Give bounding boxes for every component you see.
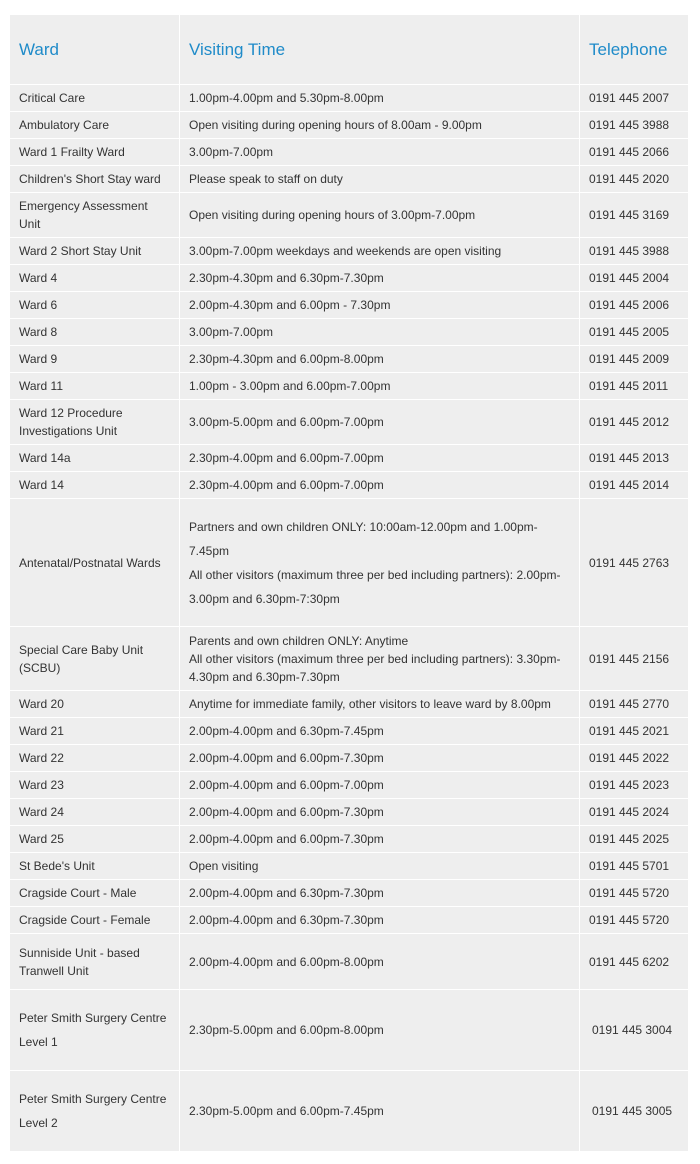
visiting-time-cell: 3.00pm-7.00pm [180, 319, 580, 346]
telephone-cell: 0191 445 2006 [580, 292, 689, 319]
telephone-cell: 0191 445 2066 [580, 139, 689, 166]
telephone-cell: 0191 445 5720 [580, 880, 689, 907]
column-header-visiting-time: Visiting Time [180, 15, 580, 85]
table-row [10, 853, 689, 880]
telephone-cell: 0191 445 3004 [580, 990, 689, 1071]
visiting-times-table-wrapper [9, 14, 688, 1152]
table-row [10, 880, 689, 907]
visiting-time-cell: 2.30pm-5.00pm and 6.00pm-8.00pm [180, 990, 580, 1071]
visiting-time-cell: 3.00pm-7.00pm weekdays and weekends are open visiting [180, 238, 580, 265]
ward-cell: Ward 24 [10, 799, 180, 826]
ward-cell: Ward 11 [10, 373, 180, 400]
ward-cell: Ambulatory Care [10, 112, 180, 139]
visiting-time-cell [180, 627, 580, 691]
visiting-time-cell: 2.30pm-4.00pm and 6.00pm-7.00pm [180, 445, 580, 472]
visiting-time-line: Partners and own children ONLY: 10:00am-12.00pm and 1.00pm-7.45pm [189, 519, 538, 558]
table-row [10, 112, 689, 139]
telephone-cell: 0191 445 2021 [580, 718, 689, 745]
telephone-cell: 0191 445 2009 [580, 346, 689, 373]
table-row [10, 772, 689, 799]
visiting-time-cell: Anytime for immediate family, other visitors to leave ward by 8.00pm [180, 691, 580, 718]
ward-cell: Critical Care [10, 85, 180, 112]
telephone-cell: 0191 445 2023 [580, 772, 689, 799]
table-row [10, 319, 689, 346]
visiting-time-cell [180, 499, 580, 627]
table-row [10, 907, 689, 934]
visiting-time-line: Parents and own children ONLY: Anytime [189, 633, 409, 648]
telephone-cell: 0191 445 5720 [580, 907, 689, 934]
visiting-time-cell: 2.00pm-4.00pm and 6.30pm-7.45pm [180, 718, 580, 745]
ward-cell: Sunniside Unit - based Tranwell Unit [10, 934, 180, 990]
ward-cell: Cragside Court - Female [10, 907, 180, 934]
ward-cell: Ward 2 Short Stay Unit [10, 238, 180, 265]
table-row [10, 799, 689, 826]
telephone-cell: 0191 445 2012 [580, 400, 689, 445]
table-row [10, 238, 689, 265]
table-row [10, 400, 689, 445]
table-row [10, 346, 689, 373]
telephone-cell: 0191 445 2007 [580, 85, 689, 112]
telephone-cell: 0191 445 2005 [580, 319, 689, 346]
visiting-time-cell: 2.00pm-4.00pm and 6.00pm-7.00pm [180, 772, 580, 799]
table-row [10, 499, 689, 627]
column-header-telephone: Telephone [580, 15, 689, 85]
ward-cell: Ward 12 Procedure Investigations Unit [10, 400, 180, 445]
visiting-time-line: All other visitors (maximum three per bed including partners): 3.30pm-4.30pm and 6.30pm-7.30pm [189, 651, 561, 684]
telephone-cell: 0191 445 2025 [580, 826, 689, 853]
telephone-cell: 0191 445 2770 [580, 691, 689, 718]
ward-cell: Special Care Baby Unit (SCBU) [10, 627, 180, 691]
visiting-time-cell: 2.30pm-4.30pm and 6.00pm-8.00pm [180, 346, 580, 373]
telephone-cell: 0191 445 3988 [580, 238, 689, 265]
visiting-time-cell: 2.30pm-4.30pm and 6.30pm-7.30pm [180, 265, 580, 292]
table-row [10, 718, 689, 745]
table-row [10, 373, 689, 400]
ward-cell: Antenatal/Postnatal Wards [10, 499, 180, 627]
telephone-cell: 0191 445 2024 [580, 799, 689, 826]
ward-cell: Ward 23 [10, 772, 180, 799]
table-row [10, 691, 689, 718]
table-row [10, 990, 689, 1071]
table-row [10, 139, 689, 166]
table-row [10, 265, 689, 292]
ward-cell: Ward 6 [10, 292, 180, 319]
visiting-time-cell: 1.00pm - 3.00pm and 6.00pm-7.00pm [180, 373, 580, 400]
visiting-time-cell: Please speak to staff on duty [180, 166, 580, 193]
visiting-time-line: All other visitors (maximum three per bed including partners): 2.00pm-3.00pm and 6.30pm-7:30pm [189, 567, 561, 606]
table-row [10, 826, 689, 853]
ward-cell: Cragside Court - Male [10, 880, 180, 907]
telephone-cell: 0191 445 3005 [580, 1071, 689, 1152]
table-header-row [10, 15, 689, 85]
telephone-cell: 0191 445 2011 [580, 373, 689, 400]
telephone-cell: 0191 445 2763 [580, 499, 689, 627]
ward-cell: Peter Smith Surgery Centre Level 1 [10, 990, 180, 1071]
visiting-time-cell: 2.30pm-5.00pm and 6.00pm-7.45pm [180, 1071, 580, 1152]
ward-cell: Peter Smith Surgery Centre Level 2 [10, 1071, 180, 1152]
telephone-cell: 0191 445 2013 [580, 445, 689, 472]
table-row [10, 292, 689, 319]
visiting-time-cell: 3.00pm-5.00pm and 6.00pm-7.00pm [180, 400, 580, 445]
table-row [10, 166, 689, 193]
visiting-time-cell: Open visiting [180, 853, 580, 880]
ward-cell: Children's Short Stay ward [10, 166, 180, 193]
visiting-time-cell: 2.00pm-4.00pm and 6.30pm-7.30pm [180, 880, 580, 907]
table-row [10, 934, 689, 990]
visiting-time-cell: 1.00pm-4.00pm and 5.30pm-8.00pm [180, 85, 580, 112]
telephone-cell: 0191 445 2014 [580, 472, 689, 499]
column-header-ward: Ward [10, 15, 180, 85]
ward-cell: Ward 25 [10, 826, 180, 853]
table-row [10, 445, 689, 472]
ward-cell: Ward 14a [10, 445, 180, 472]
ward-cell: Ward 21 [10, 718, 180, 745]
visiting-time-cell: 2.00pm-4.00pm and 6.00pm-7.30pm [180, 745, 580, 772]
telephone-cell: 0191 445 2156 [580, 627, 689, 691]
ward-cell: Ward 1 Frailty Ward [10, 139, 180, 166]
telephone-cell: 0191 445 3988 [580, 112, 689, 139]
telephone-cell: 0191 445 6202 [580, 934, 689, 990]
table-row [10, 745, 689, 772]
ward-cell: Ward 8 [10, 319, 180, 346]
visiting-time-cell: Open visiting during opening hours of 3.00pm-7.00pm [180, 193, 580, 238]
table-row [10, 1071, 689, 1152]
visiting-time-cell: 2.00pm-4.30pm and 6.00pm - 7.30pm [180, 292, 580, 319]
telephone-cell: 0191 445 5701 [580, 853, 689, 880]
ward-cell: St Bede's Unit [10, 853, 180, 880]
visiting-time-cell: 2.00pm-4.00pm and 6.30pm-7.30pm [180, 907, 580, 934]
visiting-time-cell: 2.00pm-4.00pm and 6.00pm-7.30pm [180, 799, 580, 826]
table-row [10, 472, 689, 499]
ward-cell: Ward 20 [10, 691, 180, 718]
ward-cell: Ward 22 [10, 745, 180, 772]
table-row [10, 85, 689, 112]
telephone-cell: 0191 445 2004 [580, 265, 689, 292]
visiting-time-cell: 2.30pm-4.00pm and 6.00pm-7.00pm [180, 472, 580, 499]
table-row [10, 627, 689, 691]
telephone-cell: 0191 445 2022 [580, 745, 689, 772]
ward-cell: Emergency Assessment Unit [10, 193, 180, 238]
ward-cell: Ward 9 [10, 346, 180, 373]
visiting-time-cell: Open visiting during opening hours of 8.00am - 9.00pm [180, 112, 580, 139]
ward-cell: Ward 14 [10, 472, 180, 499]
telephone-cell: 0191 445 3169 [580, 193, 689, 238]
telephone-cell: 0191 445 2020 [580, 166, 689, 193]
visiting-time-cell: 2.00pm-4.00pm and 6.00pm-7.30pm [180, 826, 580, 853]
ward-cell: Ward 4 [10, 265, 180, 292]
visiting-time-cell: 3.00pm-7.00pm [180, 139, 580, 166]
table-row [10, 193, 689, 238]
visiting-time-cell: 2.00pm-4.00pm and 6.00pm-8.00pm [180, 934, 580, 990]
visiting-times-table [9, 14, 689, 1152]
